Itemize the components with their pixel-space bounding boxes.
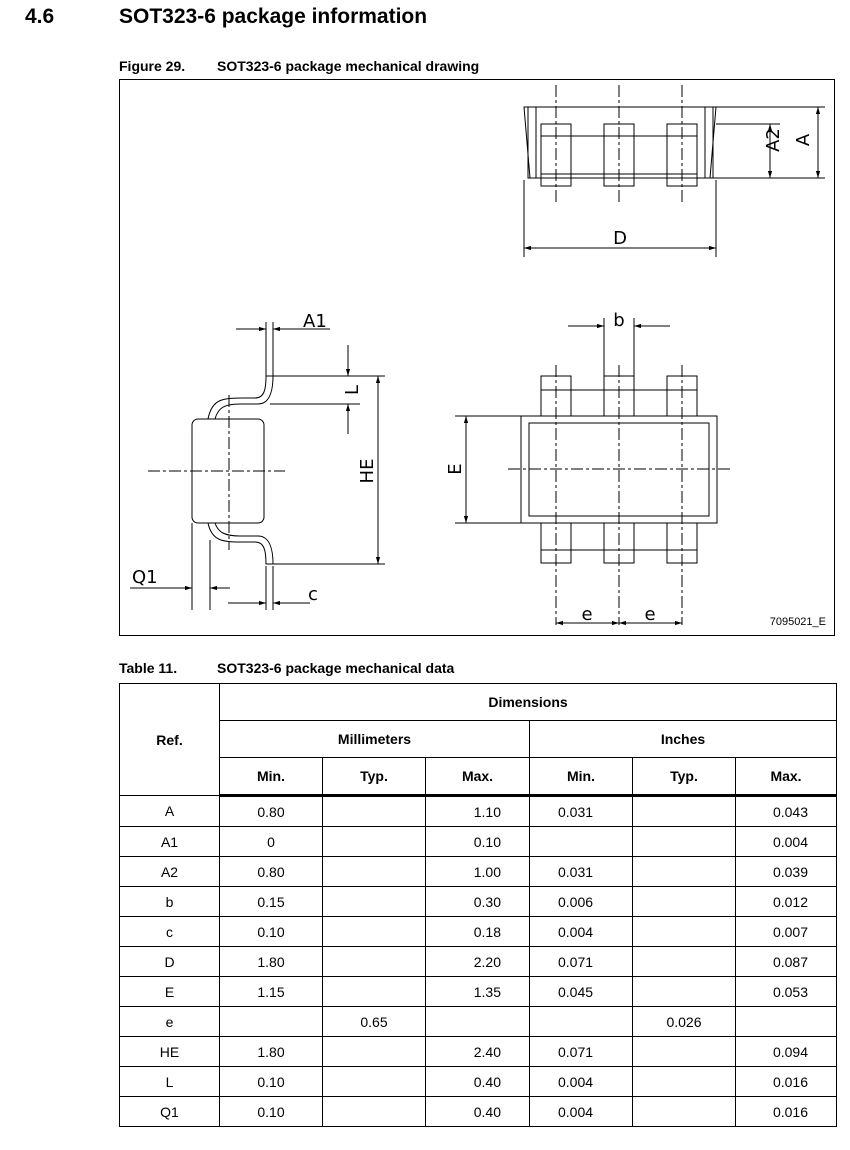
cell-mm-min [220, 1007, 323, 1037]
cell-mm-max: 1.10 [426, 796, 530, 827]
cell-mm-min: 0.80 [220, 857, 323, 887]
dim-label-D: D [613, 228, 627, 249]
header-in-max: Max. [736, 758, 837, 796]
dim-label-c: c [308, 584, 318, 605]
cell-in-min: 0.031 [530, 857, 633, 887]
cell-mm-max: 2.20 [426, 947, 530, 977]
cell-ref: A2 [120, 857, 220, 887]
cell-mm-min: 0 [220, 827, 323, 857]
cell-ref: HE [120, 1037, 220, 1067]
table-row [120, 887, 837, 917]
cell-mm-min: 0.10 [220, 917, 323, 947]
table-row [120, 917, 837, 947]
table-label: Table 11. [119, 660, 178, 676]
figure-caption [119, 58, 479, 74]
cell-in-typ [633, 917, 736, 947]
cell-in-max: 0.053 [736, 977, 837, 1007]
dim-label-HE: HE [357, 458, 378, 484]
cell-mm-typ: 0.65 [323, 1007, 426, 1037]
cell-mm-min: 1.15 [220, 977, 323, 1007]
cell-mm-min: 1.80 [220, 947, 323, 977]
cell-in-typ [633, 857, 736, 887]
figure-title: SOT323-6 package mechanical drawing [217, 58, 480, 74]
cell-mm-typ [323, 857, 426, 887]
cell-mm-max: 0.10 [426, 827, 530, 857]
cell-mm-typ [323, 1097, 426, 1127]
table-row [120, 857, 837, 887]
cell-in-max: 0.043 [736, 796, 837, 827]
cell-in-min: 0.004 [530, 1067, 633, 1097]
dim-label-e-1: e [581, 604, 593, 625]
cell-in-max: 0.094 [736, 1037, 837, 1067]
cell-ref: b [120, 887, 220, 917]
section-number: 4.6 [25, 5, 55, 28]
cell-in-min: 0.071 [530, 947, 633, 977]
header-mm-min: Min. [220, 758, 323, 796]
table-title: SOT323-6 package mechanical data [217, 660, 455, 676]
table-caption [119, 660, 454, 676]
table-row [120, 1007, 837, 1037]
cell-in-max [736, 1007, 837, 1037]
body-edge-right [705, 107, 713, 178]
cell-in-typ [633, 887, 736, 917]
cell-mm-typ [323, 827, 426, 857]
drawing-svg [120, 80, 836, 637]
cell-in-max: 0.012 [736, 887, 837, 917]
cell-mm-typ [323, 1067, 426, 1097]
cell-in-typ [633, 827, 736, 857]
dim-label-A2: A2 [763, 128, 784, 152]
cell-ref: Q1 [120, 1097, 220, 1127]
cell-in-min: 0.004 [530, 917, 633, 947]
cell-mm-min: 0.10 [220, 1097, 323, 1127]
dim-label-A1: A1 [303, 311, 327, 332]
cell-in-max: 0.016 [736, 1067, 837, 1097]
cell-mm-min: 1.80 [220, 1037, 323, 1067]
cell-mm-max: 0.18 [426, 917, 530, 947]
cell-mm-min: 0.15 [220, 887, 323, 917]
cell-in-max: 0.004 [736, 827, 837, 857]
section-title: SOT323-6 package information [119, 5, 428, 28]
header-in-typ: Typ. [633, 758, 736, 796]
cell-mm-max: 1.35 [426, 977, 530, 1007]
cell-mm-typ [323, 1037, 426, 1067]
cell-in-max: 0.087 [736, 947, 837, 977]
cell-in-max: 0.007 [736, 917, 837, 947]
cell-in-typ [633, 947, 736, 977]
header-mm-max: Max. [426, 758, 530, 796]
cell-in-typ [633, 1097, 736, 1127]
dim-label-A: A [793, 133, 814, 147]
cell-in-typ [633, 1037, 736, 1067]
cell-ref: E [120, 977, 220, 1007]
table-row [120, 1037, 837, 1067]
cell-mm-typ [323, 796, 426, 827]
footprint-view [455, 318, 732, 625]
dim-label-b: b [613, 310, 625, 331]
drawing-id: 7095021_E [769, 616, 826, 628]
table-row [120, 1097, 837, 1127]
side-view [130, 322, 385, 610]
cell-in-min: 0.031 [530, 796, 633, 827]
cell-ref: c [120, 917, 220, 947]
cell-in-max: 0.039 [736, 857, 837, 887]
figure-label: Figure 29. [119, 58, 186, 74]
cell-ref: L [120, 1067, 220, 1097]
cell-ref: A [120, 796, 220, 827]
cell-in-min [530, 827, 633, 857]
dim-label-E: E [445, 463, 466, 475]
table-row [120, 1067, 837, 1097]
cell-in-typ: 0.026 [633, 1007, 736, 1037]
header-mm-typ: Typ. [323, 758, 426, 796]
cell-mm-typ [323, 977, 426, 1007]
dim-label-L: L [342, 384, 363, 396]
cell-ref: D [120, 947, 220, 977]
mechanical-data-table [119, 683, 837, 1127]
header-dimensions: Dimensions [220, 684, 837, 721]
dim-label-e-2: e [644, 604, 656, 625]
cell-in-typ [633, 977, 736, 1007]
cell-in-min [530, 1007, 633, 1037]
mechanical-drawing [119, 79, 835, 636]
header-millimeters: Millimeters [220, 721, 530, 758]
table-row [120, 947, 837, 977]
header-ref: Ref. [120, 684, 220, 796]
cell-mm-max: 2.40 [426, 1037, 530, 1067]
cell-in-typ [633, 1067, 736, 1097]
table-row [120, 977, 837, 1007]
header-inches: Inches [530, 721, 837, 758]
cell-mm-max: 0.40 [426, 1067, 530, 1097]
cell-mm-min: 0.80 [220, 796, 323, 827]
cell-mm-max: 0.40 [426, 1097, 530, 1127]
cell-mm-min: 0.10 [220, 1067, 323, 1097]
table-row [120, 827, 837, 857]
cell-in-min: 0.045 [530, 977, 633, 1007]
cell-mm-max: 1.00 [426, 857, 530, 887]
cell-ref: A1 [120, 827, 220, 857]
cell-mm-max [426, 1007, 530, 1037]
cell-mm-typ [323, 947, 426, 977]
cell-in-min: 0.004 [530, 1097, 633, 1127]
cell-in-min: 0.006 [530, 887, 633, 917]
cell-mm-max: 0.30 [426, 887, 530, 917]
top-side-view [524, 85, 825, 257]
cell-ref: e [120, 1007, 220, 1037]
cell-in-typ [633, 796, 736, 827]
dim-label-Q1: Q1 [132, 567, 158, 588]
cell-in-min: 0.071 [530, 1037, 633, 1067]
cell-in-max: 0.016 [736, 1097, 837, 1127]
header-in-min: Min. [530, 758, 633, 796]
cell-mm-typ [323, 917, 426, 947]
table-row [120, 796, 837, 827]
cell-mm-typ [323, 887, 426, 917]
